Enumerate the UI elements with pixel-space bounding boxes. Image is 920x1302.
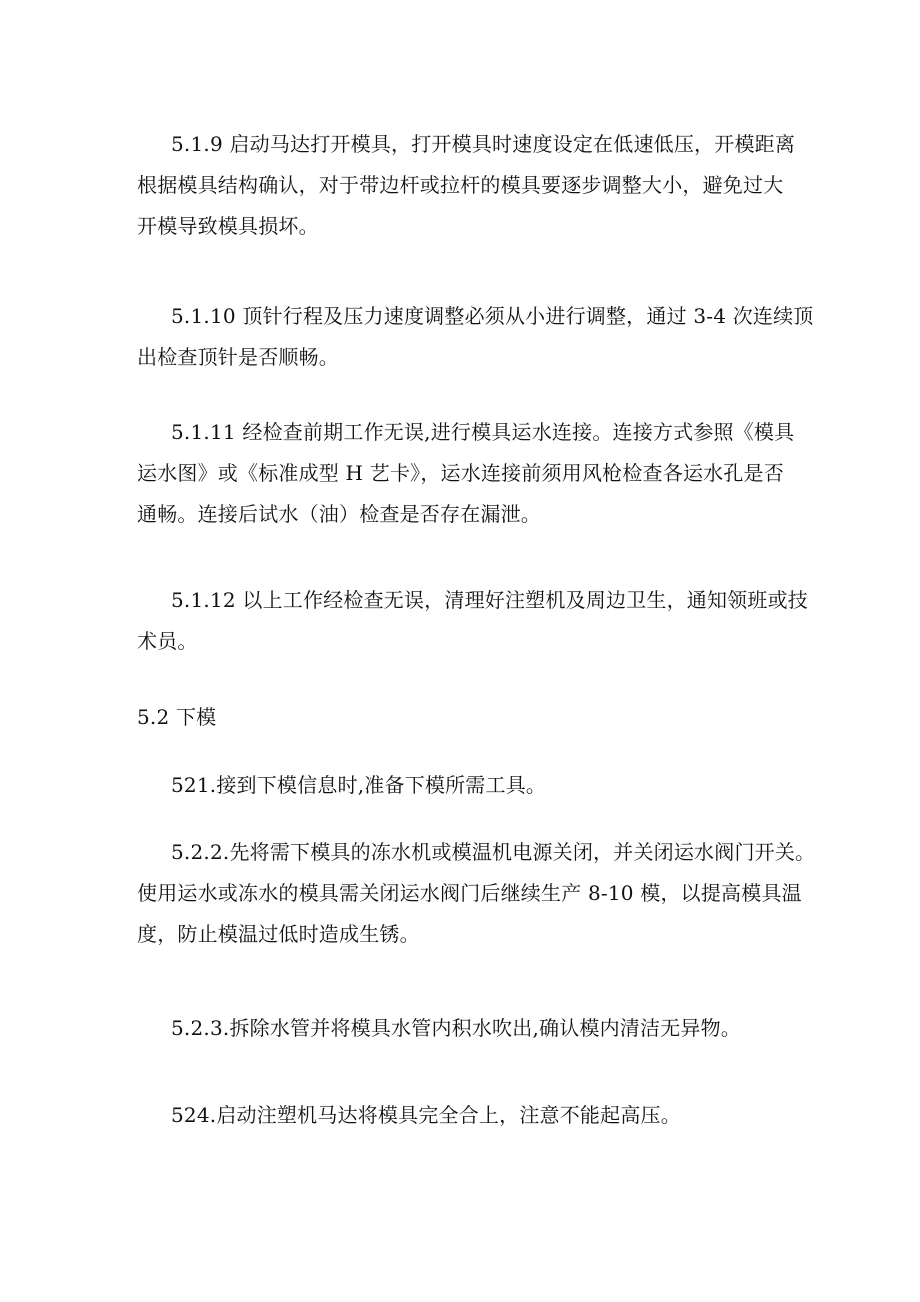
text-line: 运水图》或《标准成型 H 艺卡》，运水连接前须用风枪检查各运水孔是否 xyxy=(137,461,784,485)
paragraph-5-1-12 xyxy=(137,580,808,662)
paragraph-5-2-2 xyxy=(137,832,816,955)
text-line: 5.2.2.先将需下模具的冻水机或模温机电源关闭，并关闭运水阀门开关。 xyxy=(171,840,816,864)
text-line: 使用运水或冻水的模具需关闭运水阀门后继续生产 8-10 模，以提高模具温 xyxy=(137,881,802,905)
paragraph-5-1-10 xyxy=(137,296,814,378)
text-line: 5.1.10 顶针行程及压力速度调整必须从小进行调整，通过 3-4 次连续顶 xyxy=(171,304,814,328)
text-line: 521.接到下模信息时,准备下模所需工具。 xyxy=(171,773,547,797)
text-line: 根据模具结构确认，对于带边杆或拉杆的模具要逐步调整大小，避免过大 xyxy=(137,173,784,197)
text-line: 开模导致模具损坏。 xyxy=(137,214,319,238)
paragraph-5-2-3 xyxy=(137,1008,797,1049)
text-line: 5.2.3.拆除水管并将模具水管内积水吹出,确认模内清洁无异物。 xyxy=(171,1016,742,1040)
paragraph-5-2-4 xyxy=(137,1095,797,1136)
paragraph-5-2-1 xyxy=(137,765,797,806)
text-line: 5.1.12 以上工作经检查无误，清理好注塑机及周边卫生，通知领班或技 xyxy=(171,588,808,612)
text-line: 术员。 xyxy=(137,629,198,653)
paragraph-5-1-11 xyxy=(137,412,797,535)
text-line: 通畅。连接后试水（油）检查是否存在漏泄。 xyxy=(137,502,541,526)
section-heading-5-2 xyxy=(137,697,797,738)
text-line: 出检查顶针是否顺畅。 xyxy=(137,345,339,369)
section-heading-text: 5.2 下模 xyxy=(137,705,217,729)
text-line: 5.1.11 经检查前期工作无误,进行模具运水连接。连接方式参照《模具 xyxy=(171,420,795,444)
paragraph-5-1-9 xyxy=(137,124,797,247)
text-line: 度，防止模温过低时造成生锈。 xyxy=(137,922,420,946)
text-line: 5.1.9 启动马达打开模具，打开模具时速度设定在低速低压，开模距离 xyxy=(171,132,796,156)
text-line: 524.启动注塑机马达将模具完全合上，注意不能起高压。 xyxy=(171,1103,681,1127)
